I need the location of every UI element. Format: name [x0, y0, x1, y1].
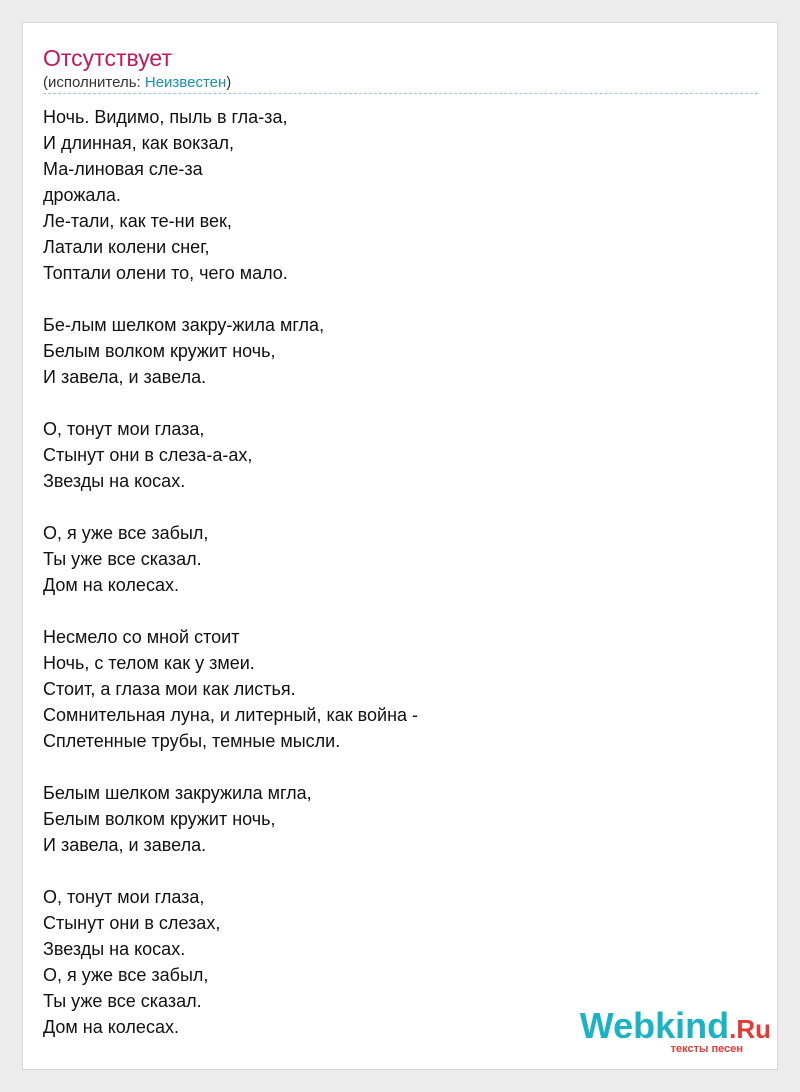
lyrics-stanza: [43, 416, 418, 494]
lyrics-stanza: [43, 312, 418, 390]
lyrics-line: О, тонут мои глаза,: [43, 887, 205, 907]
lyrics-line: Несмело со мной стоит: [43, 627, 240, 647]
lyrics-line: О, я уже все забыл,: [43, 965, 209, 985]
lyrics-line: Белым волком кружит ночь,: [43, 341, 276, 361]
lyrics-line: Дом на колесах.: [43, 575, 179, 595]
lyrics-line: Звезды на косах.: [43, 939, 186, 959]
lyrics-page: [22, 22, 778, 1070]
lyrics-line: Стынут они в слезах,: [43, 913, 221, 933]
lyrics-line: Ночь. Видимо, пыль в гла-за,: [43, 107, 288, 127]
song-title: Отсутствует: [43, 45, 172, 71]
lyrics-line: Ночь, с телом как у змеи.: [43, 653, 255, 673]
lyrics-line: И завела, и завела.: [43, 367, 207, 387]
lyrics-line: Сплетенные трубы, темные мысли.: [43, 731, 341, 751]
lyrics-line: Стынут они в слеза-а-ах,: [43, 445, 253, 465]
lyrics-stanza: [43, 884, 418, 1040]
lyrics-stanza: [43, 520, 418, 598]
logo-tagline: тексты песен: [670, 1043, 743, 1055]
lyrics-line: И длинная, как вокзал,: [43, 133, 235, 153]
site-logo[interactable]: [571, 1007, 771, 1059]
logo-main-text: Webkind: [579, 1005, 730, 1046]
lyrics-stanza: [43, 624, 418, 754]
artist-suffix: ): [226, 74, 232, 91]
artist-line: [43, 74, 231, 92]
logo-suffix-text: .Ru: [729, 1014, 771, 1044]
lyrics-line: И завела, и завела.: [43, 835, 207, 855]
lyrics-stanza: [43, 780, 418, 858]
lyrics-line: Дом на колесах.: [43, 1017, 179, 1037]
lyrics-line: Стоит, а глаза мои как листья.: [43, 679, 296, 699]
artist-link[interactable]: Неизвестен: [144, 74, 227, 91]
lyrics-line: Ле-тали, как те-ни век,: [43, 211, 232, 231]
lyrics-line: Ты уже все сказал.: [43, 549, 202, 569]
title-divider: [43, 93, 758, 94]
lyrics-line: дрожала.: [43, 185, 121, 205]
lyrics-line: О, тонут мои глаза,: [43, 419, 205, 439]
lyrics-line: О, я уже все забыл,: [43, 523, 209, 543]
lyrics-line: Бе-лым шелком закру-жила мгла,: [43, 315, 325, 335]
logo-wordmark: [580, 1007, 771, 1048]
lyrics-line: Сомнительная луна, и литерный, как война -: [43, 705, 419, 725]
lyrics-text: [43, 104, 418, 1040]
lyrics-line: Белым шелком закружила мгла,: [43, 783, 312, 803]
lyrics-line: Звезды на косах.: [43, 471, 186, 491]
lyrics-line: Белым волком кружит ночь,: [43, 809, 276, 829]
lyrics-line: Ты уже все сказал.: [43, 991, 202, 1011]
artist-prefix: (исполнитель:: [43, 74, 145, 91]
lyrics-stanza: [43, 104, 418, 286]
lyrics-line: Латали колени снег,: [43, 237, 210, 257]
lyrics-line: Ма-линовая сле-за: [43, 159, 203, 179]
lyrics-line: Топтали олени то, чего мало.: [43, 263, 288, 283]
